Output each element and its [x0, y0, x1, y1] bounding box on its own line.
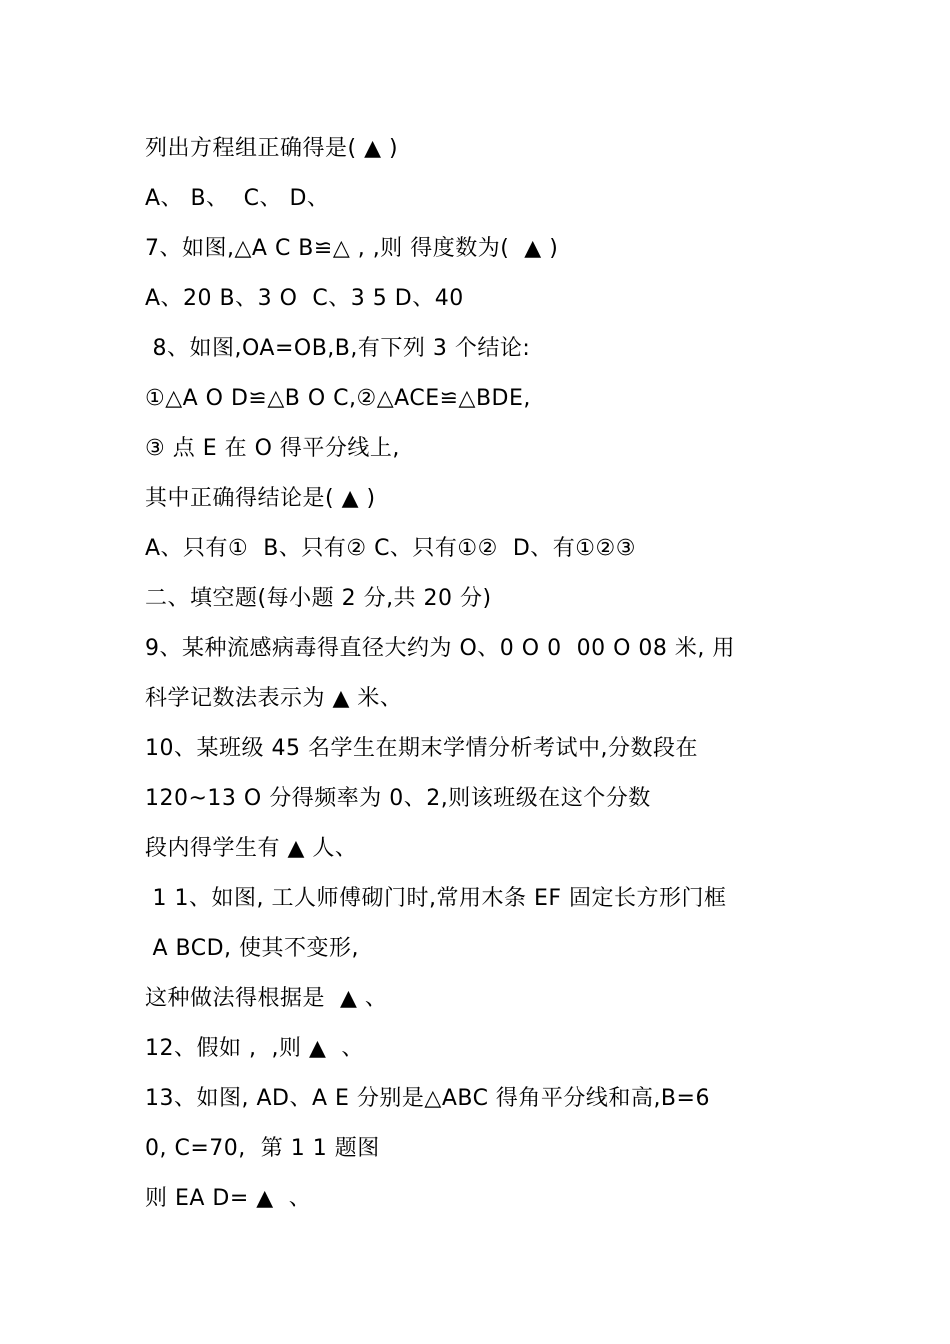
- question-13-line-1: 13、如图, AD、A E 分别是△ABC 得角平分线和高,B=6: [145, 1086, 710, 1111]
- question-7-options: A、20 B、3 O C、3 5 D、40: [145, 286, 464, 311]
- question-8-options: A、只有① B、只有② C、只有①② D、有①②③: [145, 536, 636, 561]
- question-8-prompt: 其中正确得结论是( ▲ ): [145, 486, 376, 511]
- question-13-line-2: 0, C=70, 第 1 1 题图: [145, 1136, 380, 1161]
- question-7-stem: 7、如图,△A C B≌△ , ,则 得度数为( ▲ ): [145, 236, 559, 261]
- question-8-conclusion-3: ③ 点 E 在 O 得平分线上,: [145, 436, 400, 461]
- question-6-stem: 列出方程组正确得是( ▲ ): [145, 136, 399, 161]
- question-8-stem: 8、如图,OA=OB,B,有下列 3 个结论:: [145, 336, 531, 361]
- question-8-conclusions-1-2: ①△A O D≌△B O C,②△ACE≌△BDE,: [145, 386, 531, 411]
- question-9-line-1: 9、某种流感病毒得直径大约为 O、0 O 0 00 O 08 米, 用: [145, 636, 735, 661]
- section-heading-fill-in: 二、填空题(每小题 2 分,共 20 分): [145, 586, 492, 611]
- question-11-line-2: A BCD, 使其不变形,: [145, 936, 360, 961]
- question-9-line-2: 科学记数法表示为 ▲ 米、: [145, 686, 403, 711]
- question-10-line-2: 120~13 O 分得频率为 0、2,则该班级在这个分数: [145, 786, 651, 811]
- question-6-options: A、 B、 C、 D、: [145, 186, 330, 211]
- question-13-line-3: 则 EA D= ▲ 、: [145, 1186, 312, 1211]
- question-10-line-1: 10、某班级 45 名学生在期末学情分析考试中,分数段在: [145, 736, 698, 761]
- question-10-line-3: 段内得学生有 ▲ 人、: [145, 836, 358, 861]
- question-11-line-3: 这种做法得根据是 ▲ 、: [145, 986, 388, 1011]
- question-11-line-1: 1 1、如图, 工人师傅砌门时,常用木条 EF 固定长方形门框: [145, 886, 727, 911]
- question-12: 12、假如 , ,则 ▲ 、: [145, 1036, 364, 1061]
